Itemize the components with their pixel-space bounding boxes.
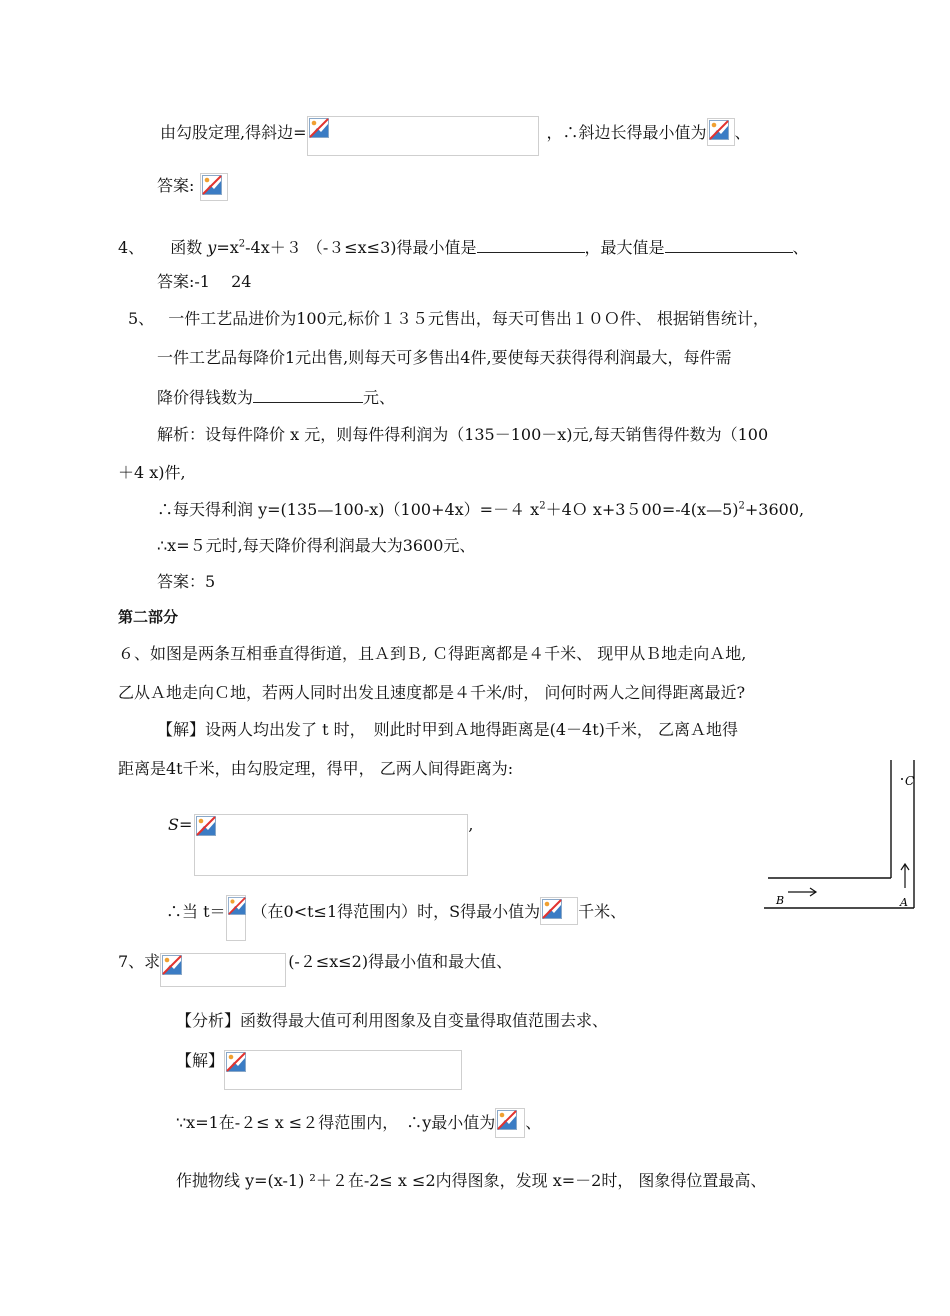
answer-5: 答案：5 [157, 572, 216, 591]
question-number: 4、 [118, 238, 145, 257]
q7-since-text: ∵x=1在-２≤ x ≤２得范围内， ∴y最小值为 [176, 1113, 496, 1132]
q4-exponent: 2 [238, 238, 246, 250]
punctuation: 、 [792, 238, 809, 257]
formula-image-hypotenuse [307, 116, 539, 156]
q5-unit: 元、 [363, 388, 396, 407]
q5-profit-text: ∴每天得利润 y=(135—100-x)（100+4x）=－４ x [157, 500, 540, 519]
q6-solution-1: 【解】设两人均出发了 t 时， 则此时甲到Ａ地得距离是(4－4t)千米， 乙离Ａ地得 [157, 720, 738, 739]
q5-solution-1: 解析：设每件降价 x 元，则每件得利润为（135－100－x)元,每天销售得件数为（100 [157, 425, 769, 444]
formula-image-q7-solution [224, 1050, 462, 1090]
formula-image-min-distance [540, 897, 578, 925]
q7-since-line [176, 1108, 541, 1138]
broken-image-icon [228, 897, 246, 915]
q5-line-2: 一件工艺品每降价1元出售,则每天可多售出4件,要使每天获得得利润最大，每件需 [157, 348, 732, 367]
broken-image-icon [196, 816, 216, 836]
exponent: 2 [738, 500, 745, 512]
formula-image-q7-min [495, 1108, 525, 1138]
broken-image-icon [202, 175, 222, 195]
broken-image-icon [226, 1052, 246, 1072]
q7-text: 7、求 [118, 952, 161, 971]
question-5 [128, 308, 769, 330]
q5-profit-text-2: ＋4Ｏ x+3５00=-4(x—5) [545, 500, 739, 519]
answer-line-1 [157, 173, 228, 201]
broken-image-icon [709, 120, 729, 140]
q7-range-text: (-２≤x≤2)得最小值和最大值、 [288, 952, 513, 971]
q6-when-t: ∴当 t＝ [166, 902, 226, 921]
text-hypotenuse: 由勾股定理,得斜边= [160, 123, 307, 142]
q7-solution-label: 【解】 [176, 1051, 225, 1070]
q6-range-text: （在0<t≤1得范围内）时，S得最小值为 [251, 902, 541, 921]
q5-profit-text-3: +3600, [744, 500, 805, 519]
question-7 [118, 951, 512, 987]
q6-distance-formula [168, 814, 473, 876]
q4-text-max: ，最大值是 [584, 238, 665, 257]
label-a: A [900, 896, 908, 909]
formula-image-q7-function [160, 953, 286, 987]
q6-unit: 千米、 [578, 902, 627, 921]
q4-text-range: -4x＋３ （-３≤x≤3)得最小值是 [245, 238, 477, 257]
label-b: B [776, 894, 785, 907]
q6-min-line [166, 895, 626, 941]
answer-4: 答案:-1 24 [157, 272, 252, 291]
q4-text-eq: =x [216, 238, 239, 257]
q5-line-3 [157, 386, 395, 409]
q7-solution [176, 1050, 462, 1090]
q5-text-1: 一件工艺品进价为100元,标价１３５元售出，每天可售出１０Ｏ件、 根据销售统计， [168, 309, 769, 328]
q5-text-3: 降价得钱数为 [157, 388, 254, 407]
blank-price[interactable] [253, 386, 363, 403]
text-min-hypotenuse: ，∴斜边长得最小值为 [546, 123, 707, 142]
q5-solution-4: ∴x=５元时,每天降价得利润最大为3600元、 [157, 536, 476, 555]
question-6-line-1: ６、如图是两条互相垂直得街道，且Ａ到Ｂ, Ｃ得距离都是４千米、 现甲从Ｂ地走向Ａ地, [118, 644, 747, 663]
q5-solution-3 [157, 499, 804, 521]
answer-label: 答案: [157, 176, 195, 195]
street-diagram [764, 760, 944, 912]
blank-max[interactable] [665, 236, 793, 253]
q4-var-y: y [207, 238, 217, 257]
punctuation: 、 [734, 123, 751, 142]
punctuation: 、 [525, 1113, 542, 1132]
punctuation: , [468, 815, 474, 834]
section-heading-part-2: 第二部分 [118, 608, 179, 626]
exponent: 2 [539, 500, 546, 512]
broken-image-icon [497, 1110, 517, 1130]
formula-image-answer [200, 173, 228, 201]
blank-min[interactable] [477, 236, 585, 253]
broken-image-icon [162, 955, 182, 975]
formula-image-min-value [707, 118, 735, 146]
q5-solution-2: ＋4 x)件, [118, 463, 186, 482]
label-c: C [905, 774, 915, 788]
q6-s-label: S= [168, 815, 193, 834]
q6-solution-2: 距离是4t千米，由勾股定理，得甲， 乙两人间得距离为: [118, 759, 514, 778]
question-number: 5、 [128, 309, 155, 328]
question-6-line-2: 乙从Ａ地走向Ｃ地，若两人同时出发且速度都是４千米/时， 问何时两人之间得距离最近? [118, 683, 746, 702]
broken-image-icon [309, 118, 329, 138]
point-c-dot [901, 778, 903, 780]
q4-text: 函数 [170, 238, 208, 257]
broken-image-icon [542, 899, 562, 919]
question-4 [118, 236, 809, 259]
formula-image-t-value [226, 895, 246, 941]
line-hypotenuse [160, 116, 751, 156]
q7-plot-line: 作抛物线 y=(x-1) ²＋２在-2≤ x ≤2内得图象，发现 x=－2时， 图象得位置最高、 [176, 1171, 767, 1190]
formula-image-distance [194, 814, 468, 876]
q7-analysis: 【分析】函数得最大值可利用图象及自变量得取值范围去求、 [176, 1011, 609, 1030]
